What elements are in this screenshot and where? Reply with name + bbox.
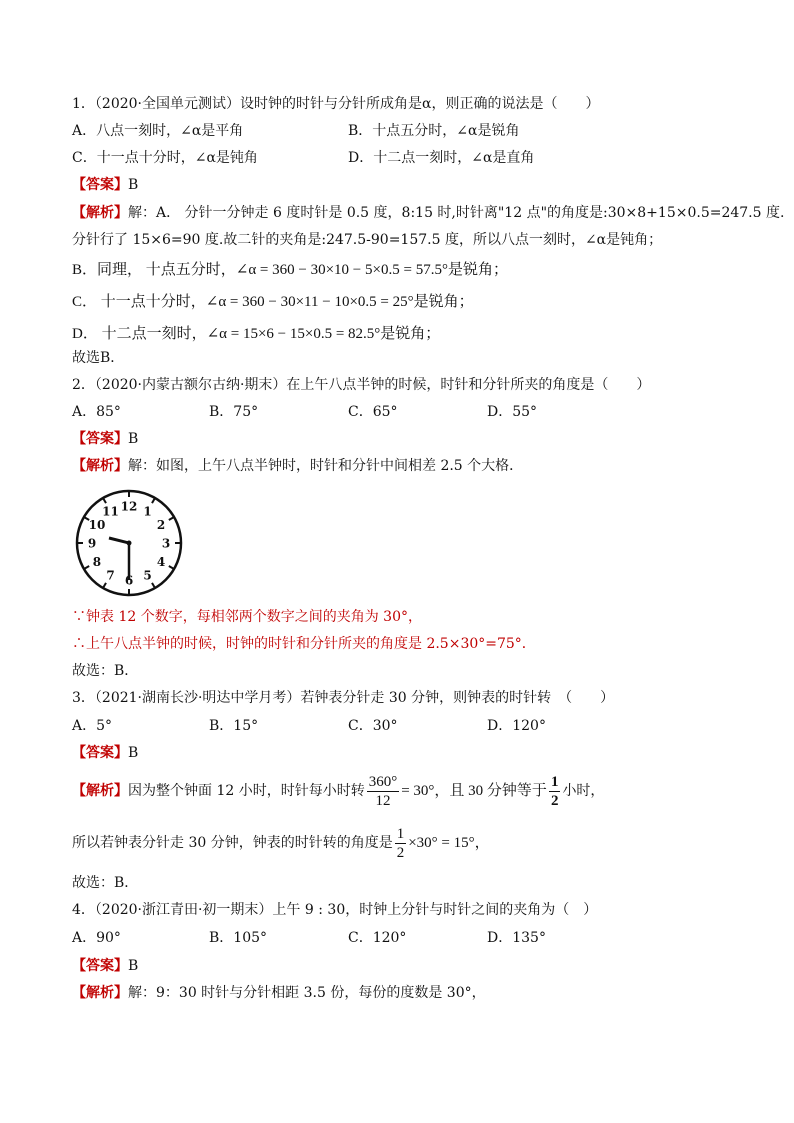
clock-figure — [74, 488, 184, 598]
analysis-tag: 【解析】 — [72, 205, 128, 221]
q4-analysis-1: 解：9：30 时针与分针相距 3.5 份，每份的度数是 30°， — [128, 985, 486, 1001]
q1-analysis-2: 分针行了 15×6=90 度.故二针的夹角是:247.5-90=157.5 度，所以八点一刻时，∠α是钝角； — [72, 232, 663, 248]
q1-answer: B — [128, 177, 139, 193]
q2-option-d: D．55° — [487, 404, 538, 420]
q2-analysis-2: ∵钟表 12 个数字，每相邻两个数字之间的夹角为 30°， — [72, 609, 422, 625]
analysis-tag: 【解析】 — [72, 985, 128, 1001]
clock-number: 2 — [156, 518, 166, 532]
analysis-tag: 【解析】 — [72, 458, 128, 474]
q1-option-d: D．十二点一刻时，∠α是直角 — [348, 150, 535, 166]
q3-analysis-2b: ×30° = 15°， — [408, 835, 490, 851]
q2-analysis-3: ∴上午八点半钟的时候，时钟的时针和分针所夹的角度是 2.5×30°=75°． — [72, 636, 536, 652]
q4-stem: 4．（2020·浙江青田·初一期末）上午 9 : 30，时钟上分针与时针之间的夹角为（ ） — [72, 902, 598, 918]
answer-tag: 【答案】 — [72, 958, 128, 974]
q3-stem: 3．（2021·湖南长沙·明达中学月考）若钟表分针走 30 分钟，则钟表的时针转 （ ） — [72, 690, 615, 706]
q2-analysis-1-row — [72, 456, 523, 476]
clock-number: 1 — [143, 504, 152, 519]
q3-option-b: B．15° — [209, 718, 259, 734]
q4-analysis-1-row — [72, 983, 486, 1003]
q1-conclusion: 故选B． — [72, 350, 125, 366]
q2-option-a: A．85° — [72, 404, 121, 420]
q2-stem: 2．（2020·内蒙古额尔古纳·期末）在上午八点半钟的时候，时针和分针所夹的角度是（ ） — [72, 377, 651, 393]
q3-analysis-2-row — [72, 823, 490, 863]
clock-number: 10 — [88, 518, 106, 532]
clock-number: 7 — [106, 568, 115, 583]
q1-analysis-5: D． 十二点一刻时，∠α = 15×6 − 15×0.5 = 82.5°是锐角； — [72, 326, 441, 342]
q2-option-c: C．65° — [348, 404, 398, 420]
q4-option-c: C．120° — [348, 930, 407, 946]
q1-option-a: A．八点一刻时，∠α是平角 — [72, 123, 244, 139]
q1-analysis-1: 解：A． 分针一分钟走 6 度时针是 0.5 度，8:15 时,时针离"12 点"的角度是:30×8+15×0.5=247.5 度. — [128, 205, 785, 221]
q1-stem: 1．（2020·全国单元测试）设时钟的时针与分针所成角是α，则正确的说法是（ ） — [72, 96, 600, 112]
q1-analysis-4: C． 十一点十分时，∠α = 360 − 30×11 − 10×0.5 = 25°是锐角； — [72, 294, 474, 310]
clock-center — [127, 541, 132, 546]
q2-option-b: B．75° — [209, 404, 259, 420]
q3-analysis-1c: 小时， — [562, 783, 605, 799]
q3-analysis-2a: 所以若钟表分针走 30 分钟，钟表的时针转的角度是 — [72, 835, 393, 851]
q4-answer: B — [128, 958, 139, 974]
q1-analysis-3: B．同理， 十点五分时，∠α = 360 − 30×10 − 5×0.5 = 57.5°是锐角； — [72, 262, 508, 278]
answer-tag: 【答案】 — [72, 431, 128, 447]
analysis-tag: 【解析】 — [72, 783, 128, 799]
answer-tag: 【答案】 — [72, 177, 128, 193]
q3-option-d: D．120° — [487, 718, 546, 734]
clock-number: 4 — [156, 555, 166, 569]
q3-conclusion: 故选：B． — [72, 875, 139, 891]
q1-option-c: C．十一点十分时，∠α是钝角 — [72, 150, 258, 166]
clock-number: 5 — [143, 568, 152, 583]
clock-number: 3 — [161, 536, 171, 551]
clock-number: 9 — [87, 536, 97, 551]
q4-option-a: A．90° — [72, 930, 121, 946]
clock-number: 12 — [120, 499, 138, 514]
q2-answer-row — [72, 429, 138, 449]
q2-analysis-1: 解：如图，上午八点半钟时，时针和分针中间相差 2.5 个大格． — [128, 458, 524, 474]
answer-tag: 【答案】 — [72, 745, 128, 761]
q3-analysis-1-row — [72, 771, 604, 811]
fraction-360-over-12: $\frac{360^\circ}{12}$ — [368, 773, 398, 809]
q2-conclusion: 故选：B． — [72, 663, 139, 679]
clock-number: 11 — [102, 504, 119, 519]
clock-number: 8 — [92, 555, 102, 569]
q3-analysis-1b: = 30°，且 30 分钟等于 — [401, 783, 547, 799]
q1-analysis-1-row — [72, 203, 784, 223]
q3-analysis-1a: 因为整个钟面 12 小时，时针每小时转 — [128, 783, 365, 799]
q4-option-d: D．135° — [487, 930, 546, 946]
clock-number: 6 — [124, 573, 134, 588]
fraction-one-half: $\frac{1}{2}$ — [396, 825, 405, 861]
q1-answer-row — [72, 175, 138, 195]
q3-answer: B — [128, 745, 139, 761]
q1-option-b: B．十点五分时，∠α是锐角 — [348, 123, 520, 139]
q3-option-c: C．30° — [348, 718, 398, 734]
q4-option-b: B．105° — [209, 930, 268, 946]
fraction-one-half: $\frac{1}{2}$ — [550, 773, 559, 809]
q3-answer-row — [72, 743, 138, 763]
q4-answer-row — [72, 956, 138, 976]
q2-answer: B — [128, 431, 139, 447]
q3-option-a: A．5° — [72, 718, 113, 734]
